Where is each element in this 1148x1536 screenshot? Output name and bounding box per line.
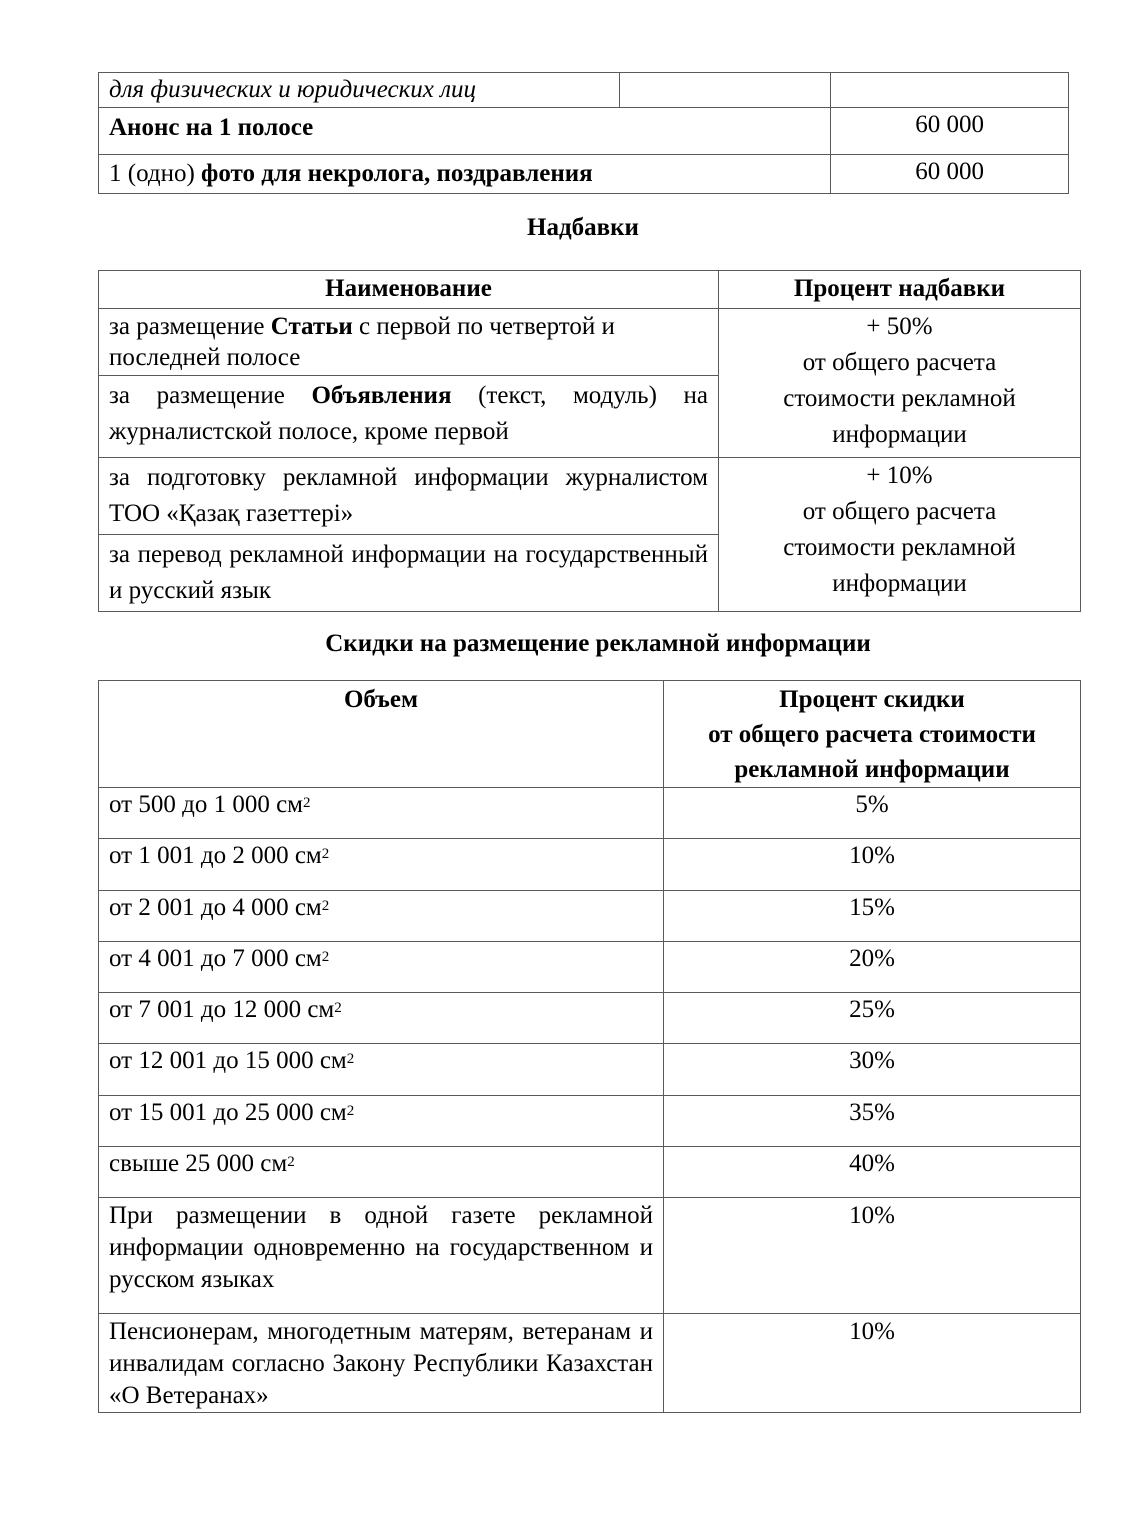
surcharge-item: за перевод рекламной информации на государственный и русский язык [99,535,719,612]
table-row [99,309,1081,376]
discount-special-condition: При размещении в одной газете рекламной информации одновременно на государственном и русском языках [99,1198,664,1314]
surcharge-percent-cell [719,309,1081,458]
discount-volume [99,1147,664,1198]
table-row [99,839,1081,890]
discount-volume [99,1095,664,1146]
discount-volume [99,890,664,941]
label-bold: фото для некролога, поздравления [201,160,593,187]
discount-volume [99,1044,664,1095]
table-row [99,73,1069,108]
discount-percent: 25% [664,993,1081,1044]
header-percent: Процент надбавки [719,271,1081,309]
unit: см [319,1098,347,1126]
unit: см [294,842,322,870]
surcharge-note: стоимости рекламной [783,385,1016,412]
discount-percent: 40% [664,1147,1081,1198]
surcharges-table [98,270,1081,612]
volume-text: от 2 001 до 4 000 [109,893,295,921]
table-row [99,941,1081,992]
unit: см [294,944,322,972]
volume-text: от 1 001 до 2 000 [109,842,295,870]
unit: см [260,1150,288,1178]
table-header-row [99,681,1081,788]
item-bold: Объявления [311,382,452,409]
volume-text: от 12 001 до 15 000 [109,1047,320,1075]
table-row [99,890,1081,941]
discounts-title: Скидки на размещение рекламной информации [325,630,871,657]
surcharge-note: информации [832,421,967,448]
unit-sup: 2 [287,1154,295,1171]
discount-percent: 10% [664,1314,1081,1413]
table-row [99,458,1081,535]
volume-text: от 500 до 1 000 [109,791,277,818]
discount-percent: 10% [664,1198,1081,1314]
unit: см [307,996,335,1024]
table-row [99,1198,1081,1314]
empty-cell [831,73,1069,108]
table-row [99,1314,1081,1413]
item-prefix: за размещение [109,382,312,409]
price-value-cell: 60 000 [831,155,1069,194]
item-suffix: с первой по четвертой и последней полосе [109,313,615,371]
discount-percent: 10% [664,839,1081,890]
unit-sup: 2 [346,1102,355,1119]
surcharge-percent: + 50% [866,313,933,340]
table-row [99,1147,1081,1198]
discount-volume [99,839,664,890]
empty-cell [619,73,831,108]
table-row [99,1095,1081,1146]
volume-text: от 4 001 до 7 000 [109,944,295,972]
discount-percent: 5% [664,788,1081,839]
item-suffix: (текст, модуль) на журналистской полосе, кроме первой [109,382,708,445]
surcharge-note: информации [832,570,967,597]
surcharge-item: за подготовку рекламной информации журналистом ТОО «Қазақ газеттері» [99,458,719,535]
discount-volume [99,788,664,839]
volume-text: от 15 001 до 25 000 [109,1098,320,1126]
surcharge-percent: + 10% [866,462,933,489]
surcharge-percent-cell [719,458,1081,612]
unit: см [319,1047,347,1075]
unit-sup: 2 [321,948,330,965]
volume-text: от 7 001 до 12 000 [109,996,308,1024]
table-row [99,155,1069,194]
unit-sup: 2 [346,1051,355,1068]
unit: см [276,791,303,818]
discount-special-condition: Пенсионерам, многодетным матерям, ветеранам и инвалидам согласно Закону Республики Казахстан «О Ветеранах» [99,1314,664,1413]
surcharge-note: стоимости рекламной [783,534,1016,561]
header-percent-line: от общего расчета стоимости [708,721,1036,748]
table-row [99,108,1069,155]
header-name: Наименование [99,271,719,309]
unit-sup: 2 [303,795,311,811]
header-percent-line: Процент скидки [779,686,965,713]
table-header-row [99,271,1081,309]
unit-sup: 2 [334,1000,342,1017]
discount-percent: 30% [664,1044,1081,1095]
price-label-cell: Анонс на 1 полосе [99,108,831,155]
item-bold: Статьи [270,313,353,340]
table-row [99,1044,1081,1095]
label-prefix: 1 (одно) [109,160,202,187]
surcharge-note: от общего расчета [802,349,997,376]
header-volume: Объем [99,681,664,788]
header-percent [664,681,1081,788]
discount-volume [99,993,664,1044]
unit: см [294,893,322,921]
table-row [99,993,1081,1044]
item-prefix: за размещение [109,313,271,340]
discount-volume [99,941,664,992]
surcharge-item [99,376,719,458]
price-value-cell: 60 000 [831,108,1069,155]
discount-percent: 15% [664,890,1081,941]
surcharge-note: от общего расчета [802,498,997,525]
discount-percent: 35% [664,1095,1081,1146]
unit-sup: 2 [321,846,330,863]
header-percent-line: рекламной информации [734,756,1010,783]
volume-text: свыше 25 000 [109,1150,261,1178]
surcharges-title: Надбавки [527,214,639,241]
price-table [98,72,1069,194]
unit-sup: 2 [321,897,330,914]
table-row [99,788,1081,839]
price-label-cell [99,155,831,194]
price-category-cell: для физических и юридических лиц [99,73,620,108]
discount-percent: 20% [664,941,1081,992]
discounts-table [98,680,1081,1413]
surcharge-item [99,309,719,376]
